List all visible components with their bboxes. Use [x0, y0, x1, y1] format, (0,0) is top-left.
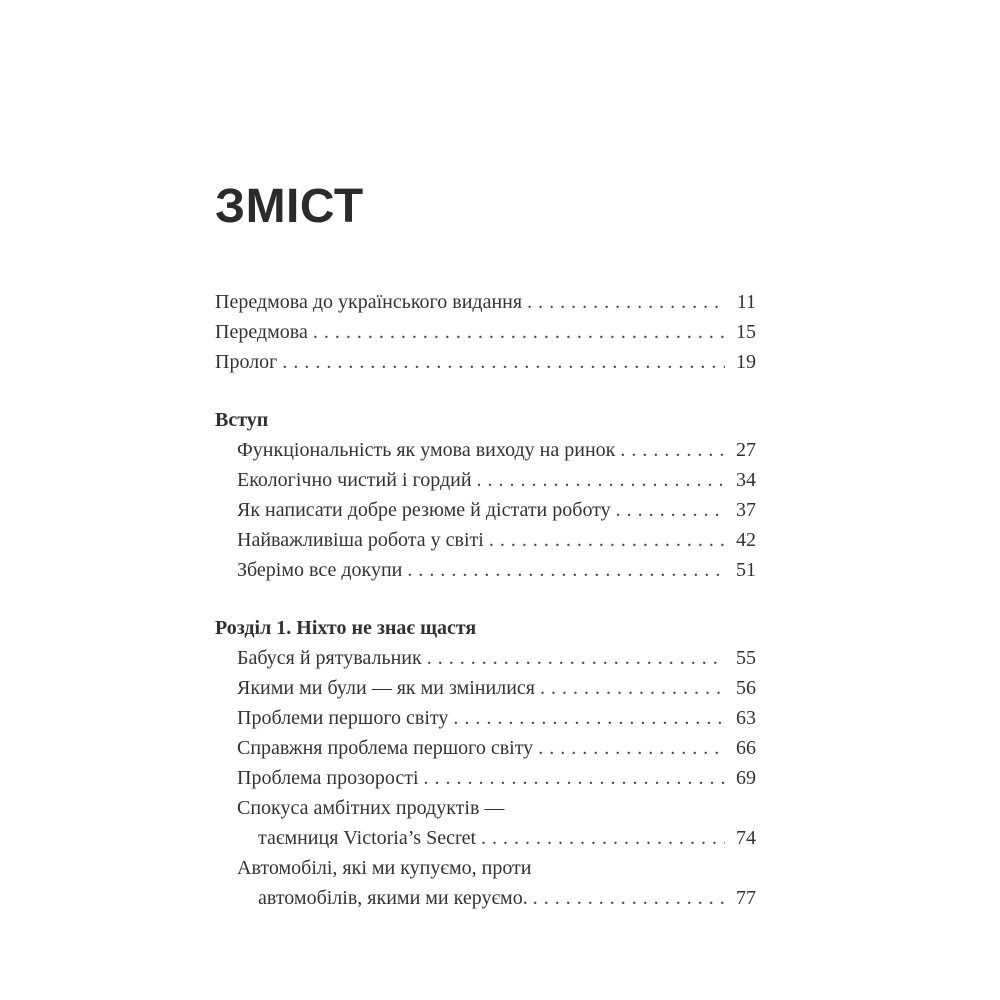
toc-entry-page: 19 [736, 351, 756, 373]
toc-entry [215, 287, 756, 317]
dot-leader [407, 555, 725, 585]
toc-entry-label: Найважливіша робота у світі [237, 529, 484, 551]
toc-entry-page: 37 [736, 499, 756, 521]
toc-entry [215, 733, 756, 763]
toc-entry [215, 643, 756, 673]
toc-entry-page: 56 [736, 677, 756, 699]
toc-entry-label: автомобілів, якими ми керуємо. [258, 887, 528, 909]
toc-list [215, 287, 756, 913]
toc-entry-label: Бабуся й рятувальник [237, 647, 422, 669]
toc-entry [215, 555, 756, 585]
toc-entry [215, 525, 756, 555]
toc-content [215, 180, 756, 913]
toc-entry-page: 51 [736, 559, 756, 581]
toc-entry-label: Екологічно чистий і гордий [237, 469, 472, 491]
toc-entry-label: Проблеми першого світу [237, 707, 449, 729]
dot-leader [424, 763, 725, 793]
toc-entry [215, 347, 756, 377]
dot-leader [481, 823, 725, 853]
toc-entry-page: 63 [736, 707, 756, 729]
toc-entry [215, 763, 756, 793]
toc-entry-label: Якими ми були — як ми змінилися [237, 677, 535, 699]
toc-entry-page: 15 [736, 321, 756, 343]
page-title: ЗМІСТ [215, 180, 364, 233]
toc-entry-continuation [215, 883, 756, 913]
section-heading [215, 405, 756, 435]
toc-entry [215, 435, 756, 465]
toc-entry [215, 465, 756, 495]
toc-entry-page: 69 [736, 767, 756, 789]
section-heading [215, 613, 756, 643]
dot-leader [489, 525, 725, 555]
dot-leader [453, 703, 725, 733]
toc-entry-label: Спокуса амбітних продуктів — [237, 797, 505, 819]
toc-entry-label: Справжня проблема першого світу [237, 737, 534, 759]
toc-entry-page: 66 [736, 737, 756, 759]
section-heading-label: Вступ [215, 409, 269, 431]
dot-leader [620, 435, 725, 465]
toc-section-intro [215, 405, 756, 585]
toc-entry-label: Як написати добре резюме й дістати роботу [237, 499, 611, 521]
dot-leader [533, 883, 725, 913]
toc-entry-label: таємниця Victoria’s Secret [258, 827, 477, 849]
toc-entry-continuation [215, 823, 756, 853]
toc-entry [215, 793, 756, 823]
toc-entry-label: Проблема прозорості [237, 767, 419, 789]
toc-entry-label: Пролог [215, 351, 278, 373]
toc-entry-page: 74 [736, 827, 756, 849]
toc-entry-page: 77 [736, 887, 756, 909]
dot-leader [616, 495, 725, 525]
dot-leader [527, 287, 725, 317]
toc-entry-page: 42 [736, 529, 756, 551]
toc-entry-page: 34 [736, 469, 756, 491]
toc-entry-label: Передмова [215, 321, 308, 343]
toc-entry [215, 673, 756, 703]
toc-entry [215, 703, 756, 733]
toc-entry-label: Автомобілі, які ми купуємо, проти [237, 857, 532, 879]
dot-leader [538, 733, 725, 763]
dot-leader [282, 347, 725, 377]
section-heading-label: Розділ 1. Ніхто не знає щастя [215, 617, 477, 639]
toc-entry-page: 27 [736, 439, 756, 461]
dot-leader [477, 465, 725, 495]
dot-leader [313, 317, 725, 347]
toc-entry-label: Функціональність як умова виходу на ринок [237, 439, 616, 461]
toc-entry [215, 853, 756, 883]
toc-entry [215, 317, 756, 347]
toc-entry-page: 55 [736, 647, 756, 669]
toc-entry-label: Передмова до українського видання [215, 291, 523, 313]
toc-entry [215, 495, 756, 525]
toc-entry-label: Зберімо все докупи [237, 559, 403, 581]
dot-leader [427, 643, 725, 673]
dot-leader [540, 673, 725, 703]
toc-entry-page: 11 [736, 291, 756, 313]
toc-section-chapter-1 [215, 613, 756, 913]
